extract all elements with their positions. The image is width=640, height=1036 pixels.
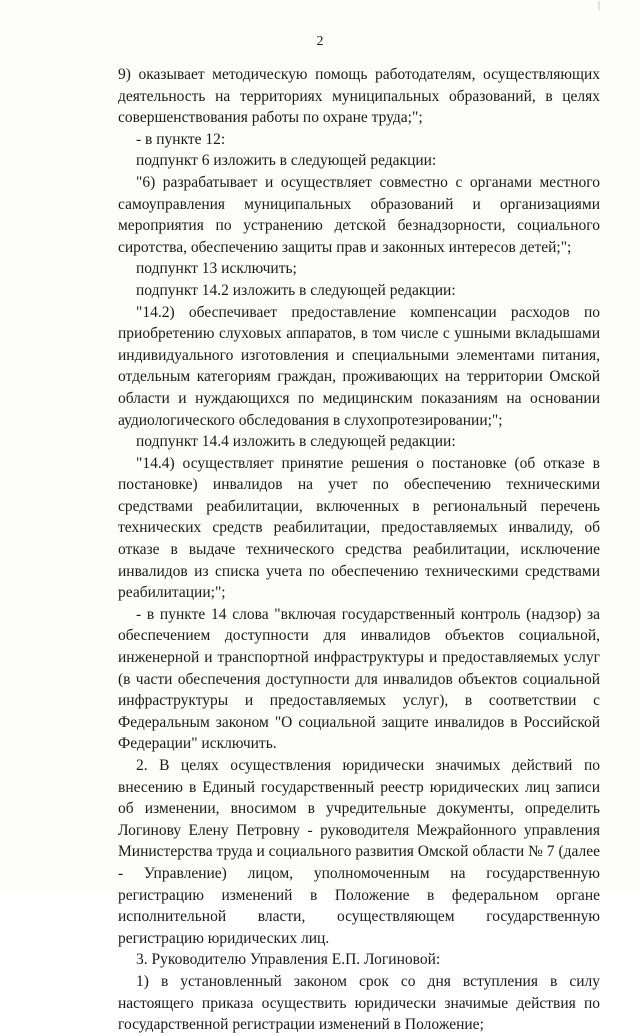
paragraph-subpoint-14-4-intro: подпункт 14.4 изложить в следующей редакции: bbox=[136, 433, 456, 451]
corner-mark: | bbox=[597, 0, 600, 11]
paragraph-section-3: 3. Руководителю Управления Е.П. Логиновой: bbox=[136, 951, 441, 969]
page-number: 2 bbox=[316, 34, 324, 49]
paragraph-section-2: 2. В целях осуществления юридически значимых действий по внесению в Единый государственный реестр юридических лиц записи об изменении, вносимом в учредительные документы, определить Логинову Елену Петровну - руководителя Межрайонного управления Министерства труда и социального развития Омской области № 7 (далее - Управление) лицом, уполномоченным на государственную регистрацию изменений в Положение в федеральном органе исполнительной власти, осуществляющем государственную регистрацию юридических лиц. bbox=[118, 757, 600, 947]
paragraph-subpoint-14-4-text: "14.4) осуществляет принятие решения о постановке (об отказе в постановке) инвалидов на учет по обеспечению техническими средствами реабилитации, включенных в региональный перечень технических средств реабилитации, предоставляемых инвалиду, об отказе в выдаче технического средства реабилитации, исключение инвалидов из списка учета по обеспечению техническими средствами реабилитации;"; bbox=[118, 454, 600, 602]
paragraph-item-9: 9) оказывает методическую помощь работодателям, осуществляющих деятельность на территориях муниципальных образований, в целях совершенствования работы по охране труда;"; bbox=[118, 66, 600, 127]
paragraph-subpoint-14-2-text: "14.2) обеспечивает предоставление компенсации расходов по приобретению слуховых аппаратов, в том числе с ушными вкладышами индивидуального изготовления и специальными элементами питания, отдельным категориям граждан, проживающих на территории Омской области и нуждающихся по медицинским показаниям на основании аудиологического обследования в слухопротезировании;"; bbox=[118, 303, 600, 429]
paragraph-subpoint-6-intro: подпункт 6 изложить в следующей редакции: bbox=[136, 152, 437, 170]
paragraph-section-3-item-1: 1) в установленный законом срок со дня вступления в силу настоящего приказа осуществить юридически значимые действия по государственной регистрации изменений в Положение; bbox=[118, 972, 600, 1034]
paragraph-point-12: - в пункте 12: bbox=[136, 130, 226, 148]
paragraph-subpoint-13: подпункт 13 исключить; bbox=[136, 260, 297, 278]
paragraph-point-14: - в пункте 14 слова "включая государственный контроль (надзор) за обеспечением доступности для инвалидов объектов социальной, инженерной и транспортной инфраструктуры и предоставляемых услуг (в части обеспечения доступности для инвалидов объектов социальной инфраструктуры и предоставляемых услуг), в соответствии с Федеральным законом "О социальной защите инвалидов в Российской Федерации" исключить. bbox=[118, 605, 600, 753]
paragraph-subpoint-6-text: "6) разрабатывает и осуществляет совместно с органами местного самоуправления муниципальных образований и организациями мероприятия по устранению детской безнадзорности, социального сиротства, обеспечению защиты прав и законных интересов детей;"; bbox=[118, 173, 600, 256]
paragraph-subpoint-14-2-intro: подпункт 14.2 изложить в следующей редакции: bbox=[136, 281, 456, 299]
document-body bbox=[118, 64, 600, 1036]
